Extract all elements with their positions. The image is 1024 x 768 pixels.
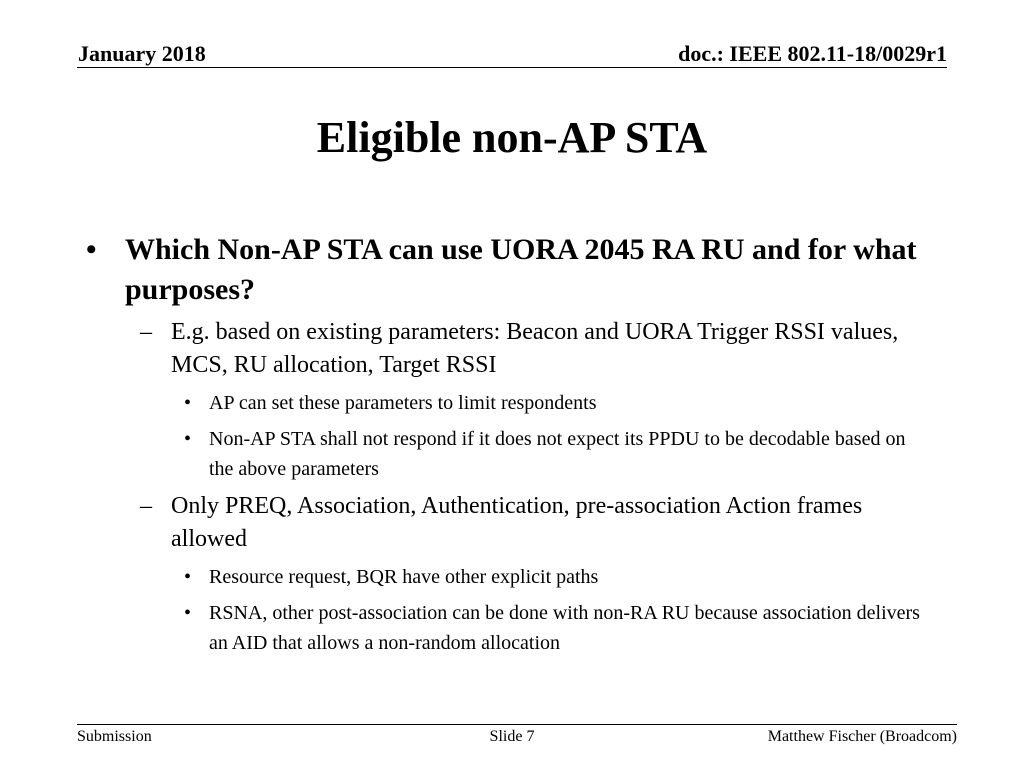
bullet-level3: [0, 598, 929, 658]
bullet-marker: •: [86, 233, 97, 266]
bullet-text: Only PREQ, Association, Authentication, pre-association Action frames allowed: [171, 493, 863, 552]
bullet-text: Non-AP STA shall not respond if it does not expect its PPDU to be decodable based on the above parameters: [209, 428, 906, 480]
bullet-text: E.g. based on existing parameters: Beacon and UORA Trigger RSSI values, MCS, RU allocation, Target RSSI: [171, 319, 899, 378]
footer-author: Matthew Fischer (Broadcom): [767, 728, 957, 745]
footer-divider: [77, 724, 957, 725]
header-doc-id: doc.: IEEE 802.11-18/0029r1: [678, 41, 947, 66]
bullet-level3: [0, 562, 929, 592]
bullet-level2: [0, 316, 911, 382]
header-divider: [77, 67, 947, 68]
header-date: January 2018: [78, 41, 206, 66]
bullet-text: AP can set these parameters to limit respondents: [209, 392, 597, 414]
bullet-level1: [0, 230, 925, 310]
bullet-marker: •: [184, 392, 192, 414]
bullet-marker: •: [184, 602, 192, 624]
dash-marker: –: [140, 319, 152, 345]
slide-title: Eligible non-AP STA: [316, 113, 708, 162]
footer-submission: Submission: [77, 728, 152, 745]
bullet-text: RSNA, other post-association can be done with non-RA RU because association delivers an AID that allows a non-random allocation: [209, 602, 920, 654]
footer-slide-number: Slide 7: [489, 728, 535, 745]
bullet-marker: •: [184, 566, 192, 588]
bullet-text: Which Non-AP STA can use UORA 2045 RA RU and for what purposes?: [125, 233, 917, 306]
slide-content: [0, 230, 1024, 658]
bullet-marker: •: [184, 428, 192, 450]
bullet-level3: [0, 388, 929, 418]
bullet-level3: [0, 424, 929, 484]
bullet-level2: [0, 490, 911, 556]
bullet-text: Resource request, BQR have other explicit paths: [209, 566, 599, 588]
dash-marker: –: [140, 493, 152, 519]
